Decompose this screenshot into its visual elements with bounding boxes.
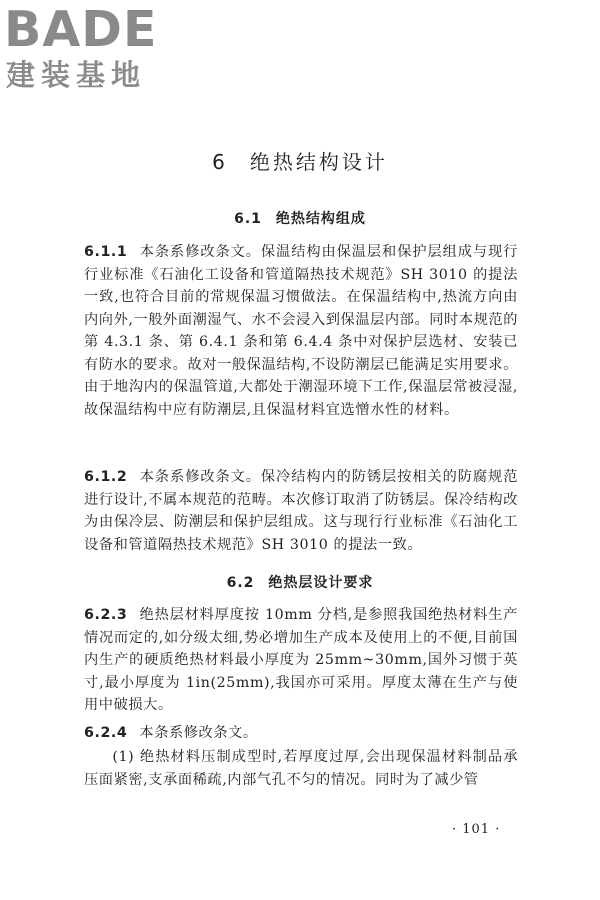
section-number: 6.2	[226, 575, 255, 591]
section-heading-6-2	[0, 572, 600, 592]
page-number: · 101 ·	[452, 822, 501, 837]
clause-text: 本条系修改条文。保温结构由保温层和保护层组成与现行行业标准《石油化工设备和管道隔热技术规范》SH 3010 的提法一致,也符合目前的常规保温习惯做法。在保温结构中,热流方向由内向外,一般外面潮湿气、水不会浸入到保温层内部。同时本规范的第 4.3.1 条、第 6.4.1 条和第 6.4.4 条中对保护层选材、安装已有防水的要求。故对一般保温结构,不设防潮层已能满足实用要求。由于地沟内的保温管道,大都处于潮湿环境下工作,保温层常被浸湿,故保温结构中应有防潮层,且保温材料宜选憎水性的材料。	[84, 244, 518, 418]
bade-logo	[4, 2, 176, 96]
clause-6-1-1	[84, 241, 518, 421]
chapter-title: 绝热结构设计	[249, 150, 388, 174]
clause-text: 绝热层材料厚度按 10mm 分档,是参照我国绝热材料生产情况而定的,如分级太细,势必增加生产成本及使用上的不便,目前国内生产的硬质绝热材料最小厚度为 25mm~30mm,国外习惯于英寸,最小厚度为 1in(25mm),我国亦可采用。厚度太薄在生产与使用中破损大。	[84, 607, 518, 713]
chapter-number: 6	[212, 150, 228, 174]
clause-text: 本条系修改条文。	[139, 725, 258, 741]
clause-6-2-3	[84, 604, 518, 717]
clause-number: 6.1.1	[84, 244, 128, 260]
paragraph-6-2-4-item-1: (1) 绝热材料压制成型时,若厚度过厚,会出现保温材料制品承压面紧密,支承面稀疏,内部气孔不匀的情况。同时为了减少管	[84, 749, 518, 788]
clause-text: 本条系修改条文。保冷结构内的防锈层按相关的防腐规范进行设计,不属本规范的范畴。本次修订取消了防锈层。保冷结构改为由保冷层、防潮层和保护层组成。这与现行行业标准《石油化工设备和管道隔热技术规范》SH 3010 的提法一致。	[84, 469, 518, 553]
logo-subtitle: 建装基地	[6, 58, 147, 92]
chapter-heading	[0, 146, 600, 175]
section-number: 6.1	[234, 211, 262, 227]
section-heading-6-1	[0, 208, 600, 228]
section-title: 绝热结构组成	[275, 211, 366, 227]
clause-6-1-2	[84, 466, 518, 556]
clause-number: 6.1.2	[84, 469, 128, 485]
clause-number: 6.2.3	[84, 607, 128, 623]
clause-number: 6.2.4	[84, 725, 128, 741]
logo-brand: BADE	[4, 1, 158, 58]
clause-6-2-4	[84, 722, 518, 745]
section-title: 绝热层设计要求	[268, 575, 374, 591]
